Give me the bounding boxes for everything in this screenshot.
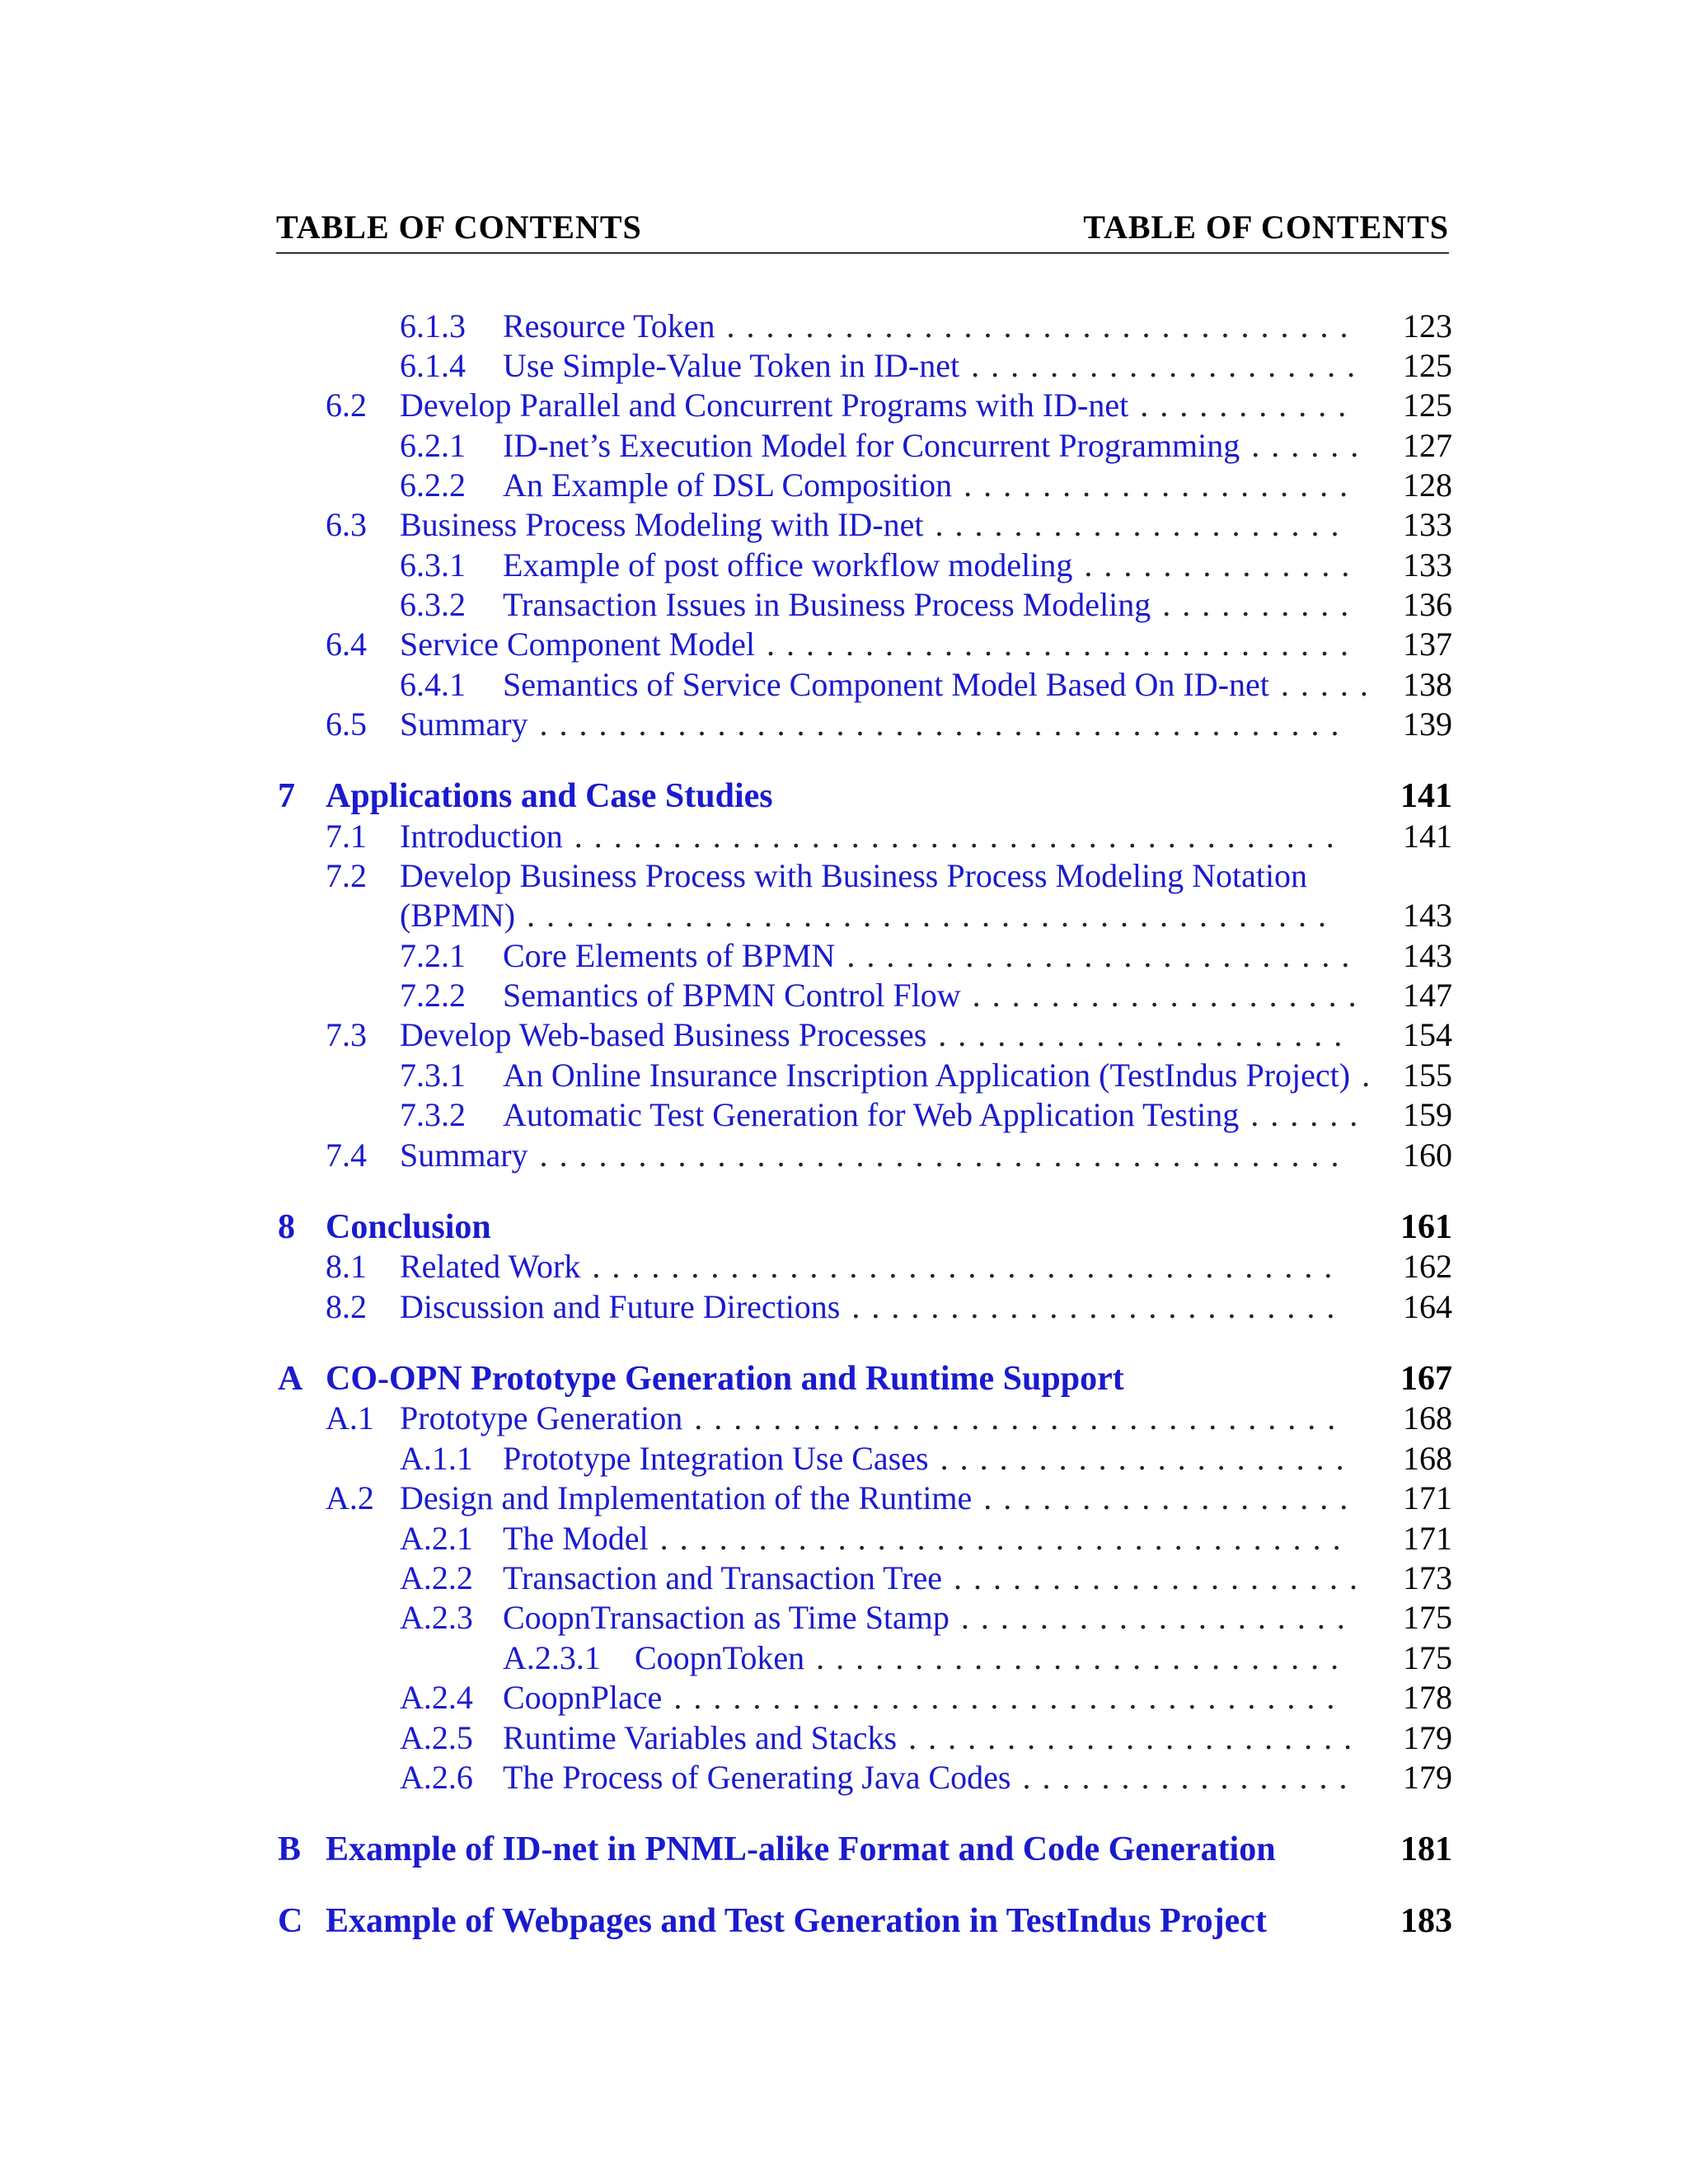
toc-page-number: 136 [1403, 586, 1452, 623]
toc-leader-dots: . [1362, 1057, 1371, 1094]
toc-entry-number: A.2.5 [400, 1719, 473, 1756]
toc-entry-number: 6.3.1 [400, 546, 466, 583]
toc-entry-title[interactable]: Discussion and Future Directions [400, 1288, 841, 1325]
toc-entry-number: 7.3.1 [400, 1057, 466, 1094]
toc-entry-number: A.2.2 [400, 1559, 473, 1596]
toc-entry-title[interactable]: ID-net’s Execution Model for Concurrent Programming [503, 427, 1240, 464]
toc-entry-title[interactable]: Develop Business Process with Business Process Modeling Notation [400, 857, 1308, 894]
toc-page-number: 123 [1403, 307, 1452, 344]
toc-page-number: 133 [1403, 546, 1452, 583]
toc-leader-dots: . . . . . . . . . . . . . . . . . . . . . . . . . . . . . . . . . . . . . . . . . [539, 1137, 1339, 1174]
toc-entry-number: A.2.6 [400, 1759, 473, 1796]
toc-page-number: 179 [1403, 1759, 1452, 1796]
toc-entry-title[interactable]: Service Component Model [400, 626, 756, 663]
toc-page-number: 147 [1403, 977, 1452, 1014]
toc-entry-title[interactable]: Example of post office workflow modeling [503, 546, 1073, 583]
toc-leader-dots: . . . . . . . . . . . . . . . . . . . . . . . . . . . . . . . . . [694, 1399, 1336, 1436]
toc-entry-number: A.1 [326, 1399, 374, 1436]
toc-entry-title[interactable]: Semantics of Service Component Model Based On ID-net [503, 666, 1269, 703]
toc-entry-number: B [278, 1830, 302, 1868]
toc-page-number: 155 [1403, 1057, 1452, 1094]
toc-entry-number: 6.1.4 [400, 347, 466, 384]
toc-leader-dots: . . . . . . . . . . . . . . . . . . . . . . . . . . . . . . . . . . . [659, 1520, 1341, 1557]
toc-entry-title[interactable]: Design and Implementation of the Runtime [400, 1479, 973, 1516]
toc-entry-title[interactable]: Example of ID-net in PNML-alike Format and Code Generation [326, 1830, 1276, 1868]
toc-entry-number: 7 [278, 777, 295, 815]
toc-page-number: 173 [1403, 1559, 1452, 1596]
toc-entry-number: 6.1.3 [400, 307, 466, 344]
toc-leader-dots: . . . . . . . . . . . . . . . . . . . . . . . . . . . . . . . . . . [673, 1679, 1335, 1716]
toc-entry-number: 6.2 [326, 387, 367, 424]
toc-page-number: 137 [1403, 626, 1452, 663]
toc-entry-title[interactable]: An Example of DSL Composition [503, 466, 953, 504]
toc-entry-title[interactable]: Semantics of BPMN Control Flow [503, 977, 961, 1014]
toc-page-number: 171 [1403, 1520, 1452, 1557]
toc-entry-title[interactable]: (BPMN) [400, 897, 516, 934]
toc-entry-number: A.2.4 [400, 1679, 473, 1716]
toc-page-number: 181 [1400, 1830, 1452, 1868]
toc-entry-number: 6.2.1 [400, 427, 466, 464]
toc-leader-dots: . . . . . . . . . . . . . . . . . . . . . . . . . . . . . . . . . . . . . . . . . [527, 897, 1327, 934]
toc-entry-title[interactable]: Related Work [400, 1248, 581, 1285]
toc-page-number: 183 [1400, 1902, 1452, 1940]
toc-leader-dots: . . . . . . . . . . . . . . . . . . . . . . . . . . . . . . . . . . . . . . . . . [539, 705, 1339, 743]
toc-entry-number: 8 [278, 1208, 295, 1246]
toc-leader-dots: . . . . . . . . . . . . . . . . . . . . . [938, 1016, 1343, 1053]
toc-entry-number: 7.1 [326, 818, 367, 855]
toc-entry-number: A [278, 1360, 303, 1398]
toc-page-number: 161 [1400, 1208, 1452, 1246]
toc-page-number: 164 [1403, 1288, 1452, 1325]
toc-page-number: 167 [1400, 1360, 1452, 1398]
toc-page-number: 125 [1403, 347, 1452, 384]
toc-leader-dots: . . . . . . . . . . . . . . . . . . . . . . . . . . [846, 937, 1350, 974]
toc-entry-number: A.2.3 [400, 1599, 473, 1636]
toc-entry-title[interactable]: CoopnPlace [503, 1679, 663, 1716]
toc-page-number: 143 [1403, 937, 1452, 974]
toc-page-number: 125 [1403, 387, 1452, 424]
toc-page-number: 171 [1403, 1479, 1452, 1516]
toc-entry-title[interactable]: Runtime Variables and Stacks [503, 1719, 898, 1756]
toc-leader-dots: . . . . . . . . . . . . . . . . . . . . [960, 1599, 1345, 1636]
toc-entry-number: C [278, 1902, 303, 1940]
toc-entry-number: 7.3.2 [400, 1096, 466, 1133]
toc-entry-title[interactable]: Introduction [400, 818, 563, 855]
toc-entry-title[interactable]: The Model [503, 1520, 649, 1557]
toc-page-number: 168 [1403, 1440, 1452, 1477]
toc-leader-dots: . . . . . . [1251, 427, 1359, 464]
toc-entry-title[interactable]: CO-OPN Prototype Generation and Runtime Support [326, 1360, 1124, 1398]
toc-entry-number: 7.2.1 [400, 937, 466, 974]
toc-leader-dots: . . . . . . . . . . . . . . . . . . . . . . . . . . . . . . . . . . . . . . [592, 1248, 1333, 1285]
toc-entry-number: 7.2 [326, 857, 367, 894]
toc-entry-title[interactable]: Summary [400, 705, 528, 743]
toc-entry-title[interactable]: CoopnTransaction as Time Stamp [503, 1599, 950, 1636]
toc-entry-title[interactable]: Resource Token [503, 307, 715, 344]
toc-entry-title[interactable]: Conclusion [326, 1208, 491, 1246]
toc-leader-dots: . . . . . . . . . . . . . . . . . . . . . . . . . [851, 1288, 1335, 1325]
toc-page-number: 168 [1403, 1399, 1452, 1436]
toc-page-number: 175 [1403, 1599, 1452, 1636]
toc-entry-number: 7.2.2 [400, 977, 466, 1014]
toc-page-number: 179 [1403, 1719, 1452, 1756]
toc-entry-number: A.1.1 [400, 1440, 473, 1477]
toc-leader-dots: . . . . . . . . . . . . . . . . . [1022, 1759, 1348, 1796]
toc-leader-dots: . . . . . [1280, 666, 1368, 703]
header-rule [276, 252, 1449, 254]
toc-entry-number: 8.1 [326, 1248, 367, 1285]
toc-leader-dots: . . . . . . . . . . . . . . . . . . . [983, 1479, 1348, 1516]
toc-leader-dots: . . . . . . [1250, 1096, 1358, 1133]
toc-page-number: 160 [1403, 1137, 1452, 1174]
toc-entry-number: 6.4 [326, 626, 367, 663]
toc-page-number: 138 [1403, 666, 1452, 703]
toc-leader-dots: . . . . . . . . . . . . . . . . . . . . . [953, 1559, 1357, 1596]
toc-page-number: 139 [1403, 705, 1452, 743]
toc-page-number: 141 [1403, 818, 1452, 855]
toc-entry-title[interactable]: Use Simple-Value Token in ID-net [503, 347, 960, 384]
toc-entry-number: A.2 [326, 1479, 374, 1516]
toc-page-number: 159 [1403, 1096, 1452, 1133]
toc-entry-number: 7.4 [326, 1137, 367, 1174]
toc-entry-title[interactable]: Prototype Integration Use Cases [503, 1440, 929, 1477]
toc-entry-title[interactable]: CoopnToken [635, 1639, 805, 1676]
toc-entry-number: 6.5 [326, 705, 367, 743]
toc-leader-dots: . . . . . . . . . . . . . . . . . . . . [972, 977, 1357, 1014]
toc-entry-title[interactable]: Transaction and Transaction Tree [503, 1559, 942, 1596]
toc-page-number: 143 [1403, 897, 1452, 934]
toc-entry-title[interactable]: Develop Web-based Business Processes [400, 1016, 927, 1053]
toc-leader-dots: . . . . . . . . . . . . . . . . . . . . . . . . . . . . . . [767, 626, 1349, 663]
toc-leader-dots: . . . . . . . . . . . . . . . . . . . . . [935, 506, 1339, 543]
toc-leader-dots: . . . . . . . . . . . [1140, 387, 1347, 424]
toc-page-number: 178 [1403, 1679, 1452, 1716]
toc-leader-dots: . . . . . . . . . . . . . . . . . . . . . [940, 1440, 1344, 1477]
toc-entry-title[interactable]: Automatic Test Generation for Web Application Testing [503, 1096, 1240, 1133]
toc-leader-dots: . . . . . . . . . . . . . . . . . . . . . . . . . . . . . . . . [726, 307, 1348, 344]
toc-leader-dots: . . . . . . . . . . . . . . [1084, 546, 1350, 583]
toc-leader-dots: . . . . . . . . . . . . . . . . . . . . [971, 347, 1356, 384]
toc-page-number: 141 [1400, 777, 1452, 815]
toc-leader-dots: . . . . . . . . . . . . . . . . . . . . [964, 466, 1348, 504]
toc-entry-number: 6.3.2 [400, 586, 466, 623]
toc-entry-number: 6.4.1 [400, 666, 466, 703]
toc-entry-number: A.2.1 [400, 1520, 473, 1557]
toc-leader-dots: . . . . . . . . . . . . . . . . . . . . . . . . . . . [816, 1639, 1339, 1676]
toc-page-number: 133 [1403, 506, 1452, 543]
toc-entry-title[interactable]: Business Process Modeling with ID-net [400, 506, 924, 543]
toc-page-number: 175 [1403, 1639, 1452, 1676]
toc-entry-title[interactable]: Prototype Generation [400, 1399, 683, 1436]
toc-entry-title[interactable]: The Process of Generating Java Codes [503, 1759, 1011, 1796]
toc-entry-title[interactable]: Core Elements of BPMN [503, 937, 836, 974]
toc-entry-title[interactable]: Summary [400, 1137, 528, 1174]
running-header [276, 208, 1449, 246]
toc-page-number: 128 [1403, 466, 1452, 504]
toc-page-number: 127 [1403, 427, 1452, 464]
toc-leader-dots: . . . . . . . . . . . . . . . . . . . . . . . . . . . . . . . . . . . . . . . [574, 818, 1334, 855]
running-header-left: TABLE OF CONTENTS [276, 209, 642, 246]
toc-leader-dots: . . . . . . . . . . . . . . . . . . . . . . . [908, 1719, 1353, 1756]
toc-entry-number: 8.2 [326, 1288, 367, 1325]
toc-leader-dots: . . . . . . . . . . [1162, 586, 1349, 623]
toc-entry-title[interactable]: Develop Parallel and Concurrent Programs with ID-net [400, 387, 1129, 424]
toc-entry-number: 6.3 [326, 506, 367, 543]
toc-entry-title[interactable]: Transaction Issues in Business Process Modeling [503, 586, 1151, 623]
toc-entry-title[interactable]: Example of Webpages and Test Generation in TestIndus Project [326, 1902, 1267, 1940]
running-header-right: TABLE OF CONTENTS [1083, 209, 1449, 246]
toc-entry-title[interactable]: Applications and Case Studies [326, 777, 773, 815]
toc-page-number: 162 [1403, 1248, 1452, 1285]
toc-entry-title[interactable]: An Online Insurance Inscription Application (TestIndus Project) [503, 1057, 1351, 1094]
toc-entry-number: A.2.3.1 [503, 1639, 601, 1676]
toc-page-number: 154 [1403, 1016, 1452, 1053]
toc-entry-number: 7.3 [326, 1016, 367, 1053]
toc-entry-number: 6.2.2 [400, 466, 466, 504]
